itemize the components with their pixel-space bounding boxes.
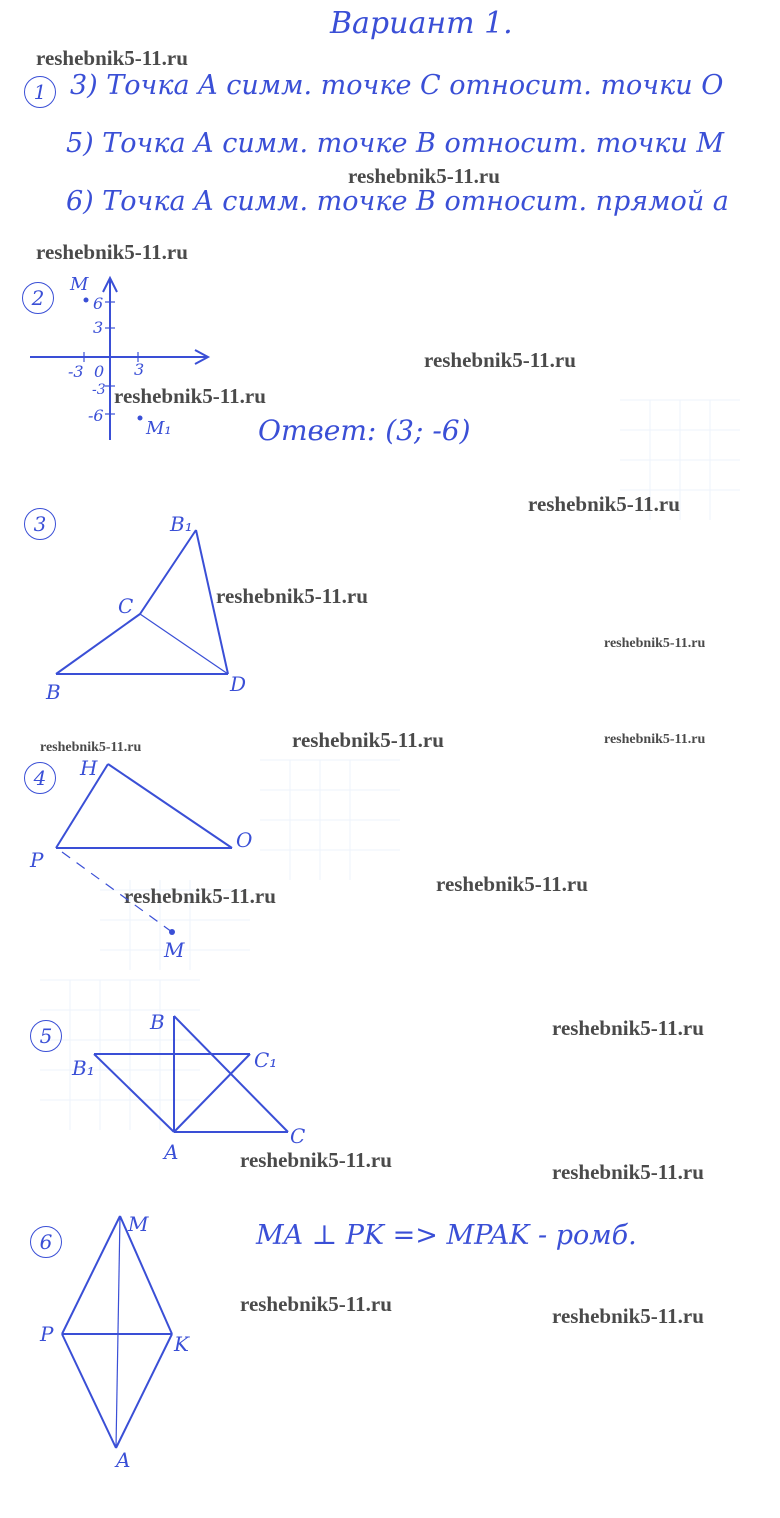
tick-x-3: 3 (134, 360, 145, 379)
label-C: C (118, 594, 134, 618)
label-A: A (116, 1448, 131, 1472)
task2-answer: Ответ: (3; -6) (258, 414, 471, 447)
label-M: M (70, 274, 89, 295)
label-P: P (30, 848, 44, 872)
watermark: reshebnik5-11.ru (36, 240, 188, 264)
label-B1: B₁ (170, 512, 193, 536)
watermark: reshebnik5-11.ru (604, 636, 706, 651)
watermark: reshebnik5-11.ru (348, 164, 500, 188)
label-P: P (40, 1322, 54, 1346)
label-H: H (80, 756, 98, 780)
watermark: reshebnik5-11.ru (240, 1292, 392, 1316)
watermark: reshebnik5-11.ru (114, 384, 266, 408)
label-B: B (46, 680, 61, 704)
tick-y-neg3: -3 (92, 382, 106, 398)
watermark: reshebnik5-11.ru (40, 740, 142, 755)
task6-statement: MA ⊥ PK => MPAK - ромб. (256, 1220, 637, 1251)
watermark: reshebnik5-11.ru (552, 1304, 704, 1328)
task1-line6: 6) Точка A симм. точке B относит. прямой a (66, 186, 729, 217)
page-title: Вариант 1. (330, 6, 513, 41)
label-M: M (128, 1212, 149, 1236)
tick-y-neg6: -6 (88, 406, 104, 425)
label-B1: B₁ (72, 1056, 95, 1080)
watermark: reshebnik5-11.ru (552, 1016, 704, 1040)
task4-number: 4 (24, 762, 56, 794)
task1-number: 1 (24, 76, 56, 108)
watermark: reshebnik5-11.ru (292, 728, 444, 752)
tick-y-6: 6 (93, 294, 104, 313)
label-O: O (236, 828, 253, 852)
watermark: reshebnik5-11.ru (528, 492, 680, 516)
watermark: reshebnik5-11.ru (436, 872, 588, 896)
task2-number: 2 (22, 282, 54, 314)
label-C: C (290, 1124, 306, 1148)
watermark: reshebnik5-11.ru (604, 732, 706, 747)
watermark: reshebnik5-11.ru (124, 884, 276, 908)
label-B: B (150, 1010, 165, 1034)
task6-number: 6 (30, 1226, 62, 1258)
task5-number: 5 (30, 1020, 62, 1052)
tick-y-3: 3 (93, 318, 104, 337)
label-A: A (164, 1140, 179, 1164)
watermark: reshebnik5-11.ru (36, 46, 188, 70)
watermark: reshebnik5-11.ru (240, 1148, 392, 1172)
task1-line5: 5) Точка A симм. точке B относит. точки M (66, 128, 725, 159)
tick-x-neg3: -3 (68, 362, 84, 381)
label-C1: C₁ (254, 1048, 278, 1072)
watermark: reshebnik5-11.ru (424, 348, 576, 372)
label-M1: M₁ (146, 418, 172, 439)
tick-zero: 0 (94, 362, 105, 381)
label-M: M (164, 938, 185, 962)
label-D: D (230, 672, 247, 696)
watermark: reshebnik5-11.ru (552, 1160, 704, 1184)
task3-number: 3 (24, 508, 56, 540)
label-K: K (174, 1332, 189, 1356)
task1-line3: 3) Точка A симм. точке C относит. точки O (70, 70, 724, 101)
watermark: reshebnik5-11.ru (216, 584, 368, 608)
